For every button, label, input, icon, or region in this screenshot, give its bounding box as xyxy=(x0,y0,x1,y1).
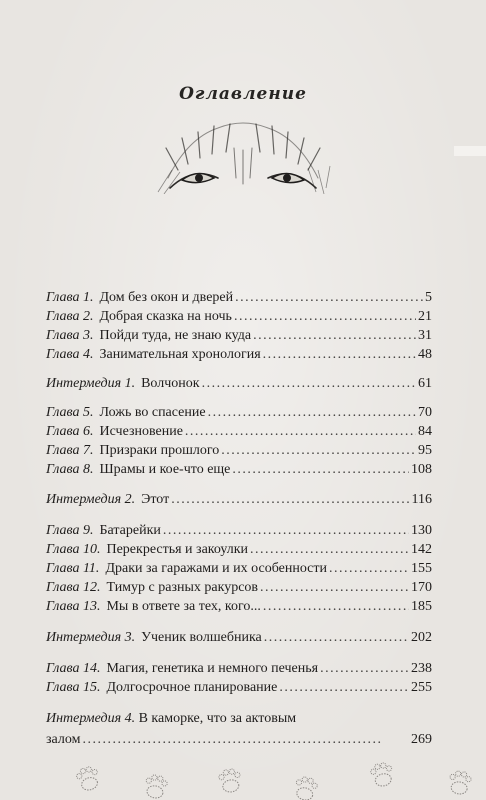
entry-page: 155 xyxy=(411,561,432,576)
wolf-eyes-icon xyxy=(148,108,338,194)
entry-number: Глава 9. xyxy=(46,523,94,538)
entry-title: Добрая сказка на ночь xyxy=(99,309,232,324)
page-edge-mark xyxy=(454,146,486,156)
entry-page: 202 xyxy=(411,630,432,645)
entry-number: Глава 1. xyxy=(46,290,94,305)
toc-entry[interactable] xyxy=(46,374,432,394)
entry-title: Мы в ответе за тех, кого... xyxy=(106,599,261,614)
entry-number: Глава 11. xyxy=(46,561,100,576)
entry-title: Долгосрочное планирование xyxy=(106,680,278,695)
leader-dots xyxy=(263,345,416,365)
paw-print-icon xyxy=(293,775,318,800)
leader-dots xyxy=(82,730,409,750)
entry-number: Интермедия 2. xyxy=(46,492,136,507)
entry-page: 142 xyxy=(411,542,432,557)
leader-dots xyxy=(208,403,416,423)
leader-dots xyxy=(250,540,409,560)
entry-title-continuation: залом xyxy=(46,732,81,747)
paw-print-icon xyxy=(448,770,472,795)
entry-number: Глава 7. xyxy=(46,443,94,458)
leader-dots xyxy=(185,422,416,442)
entry-page: 84 xyxy=(418,424,432,439)
entry-number: Глава 5. xyxy=(46,405,94,420)
toc-entry[interactable] xyxy=(46,326,432,346)
leader-dots xyxy=(253,326,416,346)
entry-page: 61 xyxy=(418,376,432,391)
toc-entry-continuation[interactable] xyxy=(46,730,432,750)
toc-entry[interactable] xyxy=(46,628,432,648)
entry-title: Батарейки xyxy=(99,523,161,538)
leader-dots xyxy=(320,659,409,679)
toc-entry[interactable] xyxy=(46,490,432,510)
entry-number: Глава 6. xyxy=(46,424,94,439)
toc-entry[interactable] xyxy=(46,422,432,442)
entry-number: Глава 13. xyxy=(46,599,101,614)
entry-number: Глава 15. xyxy=(46,680,101,695)
paw-prints-decoration xyxy=(0,752,486,800)
toc-entry[interactable] xyxy=(46,559,432,579)
entry-number: Интермедия 1. xyxy=(46,376,136,391)
toc-entry[interactable] xyxy=(46,521,432,541)
paw-print-icon xyxy=(369,761,394,788)
paw-print-icon xyxy=(75,765,101,792)
toc-entry[interactable] xyxy=(46,597,432,617)
entry-number: Глава 12. xyxy=(46,580,101,595)
entry-page: 130 xyxy=(411,523,432,538)
leader-dots xyxy=(232,460,409,480)
entry-number: Глава 14. xyxy=(46,661,101,676)
entry-page: 185 xyxy=(411,599,432,614)
leader-dots xyxy=(235,288,423,308)
entry-page: 48 xyxy=(418,347,432,362)
leader-dots xyxy=(221,441,416,461)
entry-page: 269 xyxy=(411,732,432,747)
toc-entry[interactable] xyxy=(46,307,432,327)
toc-entry[interactable] xyxy=(46,678,432,698)
toc-entry[interactable] xyxy=(46,540,432,560)
entry-page: 95 xyxy=(418,443,432,458)
entry-title: Ученик волшебника xyxy=(141,630,262,645)
entry-number: Глава 8. xyxy=(46,462,94,477)
entry-title: Пойди туда, не знаю куда xyxy=(99,328,252,343)
toc-entry[interactable] xyxy=(46,659,432,679)
paw-print-icon xyxy=(218,768,242,793)
leader-dots xyxy=(279,678,409,698)
entry-title: Тимур с разных ракурсов xyxy=(106,580,259,595)
leader-dots xyxy=(260,578,409,598)
entry-page: 5 xyxy=(425,290,432,305)
leader-dots xyxy=(264,628,409,648)
entry-page: 255 xyxy=(411,680,432,695)
entry-page: 70 xyxy=(418,405,432,420)
entry-title: Шрамы и кое-что еще xyxy=(99,462,231,477)
entry-title: Магия, генетика и немного печенья xyxy=(106,661,319,676)
entry-number: Глава 2. xyxy=(46,309,94,324)
entry-title: Ложь во спасение xyxy=(99,405,206,420)
entry-page: 238 xyxy=(411,661,432,676)
entry-title: В каморке, что за актовым xyxy=(138,711,297,726)
entry-page: 108 xyxy=(411,462,432,477)
leader-dots xyxy=(202,374,416,394)
toc-entry[interactable] xyxy=(46,403,432,423)
entry-number: Глава 3. xyxy=(46,328,94,343)
leader-dots xyxy=(329,559,409,579)
entry-title: Дом без окон и дверей xyxy=(99,290,234,305)
entry-title: Занимательная хронология xyxy=(99,347,261,362)
paw-print-icon xyxy=(143,774,168,800)
toc-entry[interactable] xyxy=(46,578,432,598)
entry-title: Волчонок xyxy=(141,376,200,391)
entry-number: Интермедия 4. xyxy=(46,711,136,726)
toc-entry-first-line[interactable] xyxy=(46,709,432,729)
entry-page: 170 xyxy=(411,580,432,595)
leader-dots xyxy=(163,521,409,541)
entry-page: 21 xyxy=(418,309,432,324)
leader-dots xyxy=(263,597,409,617)
toc-entry[interactable] xyxy=(46,460,432,480)
toc-entry[interactable] xyxy=(46,441,432,461)
toc-entry[interactable] xyxy=(46,345,432,365)
entry-title: Драки за гаражами и их особенности xyxy=(105,561,328,576)
entry-page: 31 xyxy=(418,328,432,343)
entry-number: Глава 4. xyxy=(46,347,94,362)
entry-number: Глава 10. xyxy=(46,542,101,557)
page-title: Оглавление xyxy=(179,84,307,104)
entry-number: Интермедия 3. xyxy=(46,630,136,645)
entry-page: 116 xyxy=(411,492,432,507)
leader-dots xyxy=(234,307,416,327)
entry-title: Этот xyxy=(141,492,170,507)
entry-title: Перекрестья и закоулки xyxy=(106,542,249,557)
entry-title: Призраки прошлого xyxy=(99,443,220,458)
toc-entry[interactable] xyxy=(46,288,432,308)
leader-dots xyxy=(171,490,409,510)
entry-title: Исчезновение xyxy=(99,424,183,439)
